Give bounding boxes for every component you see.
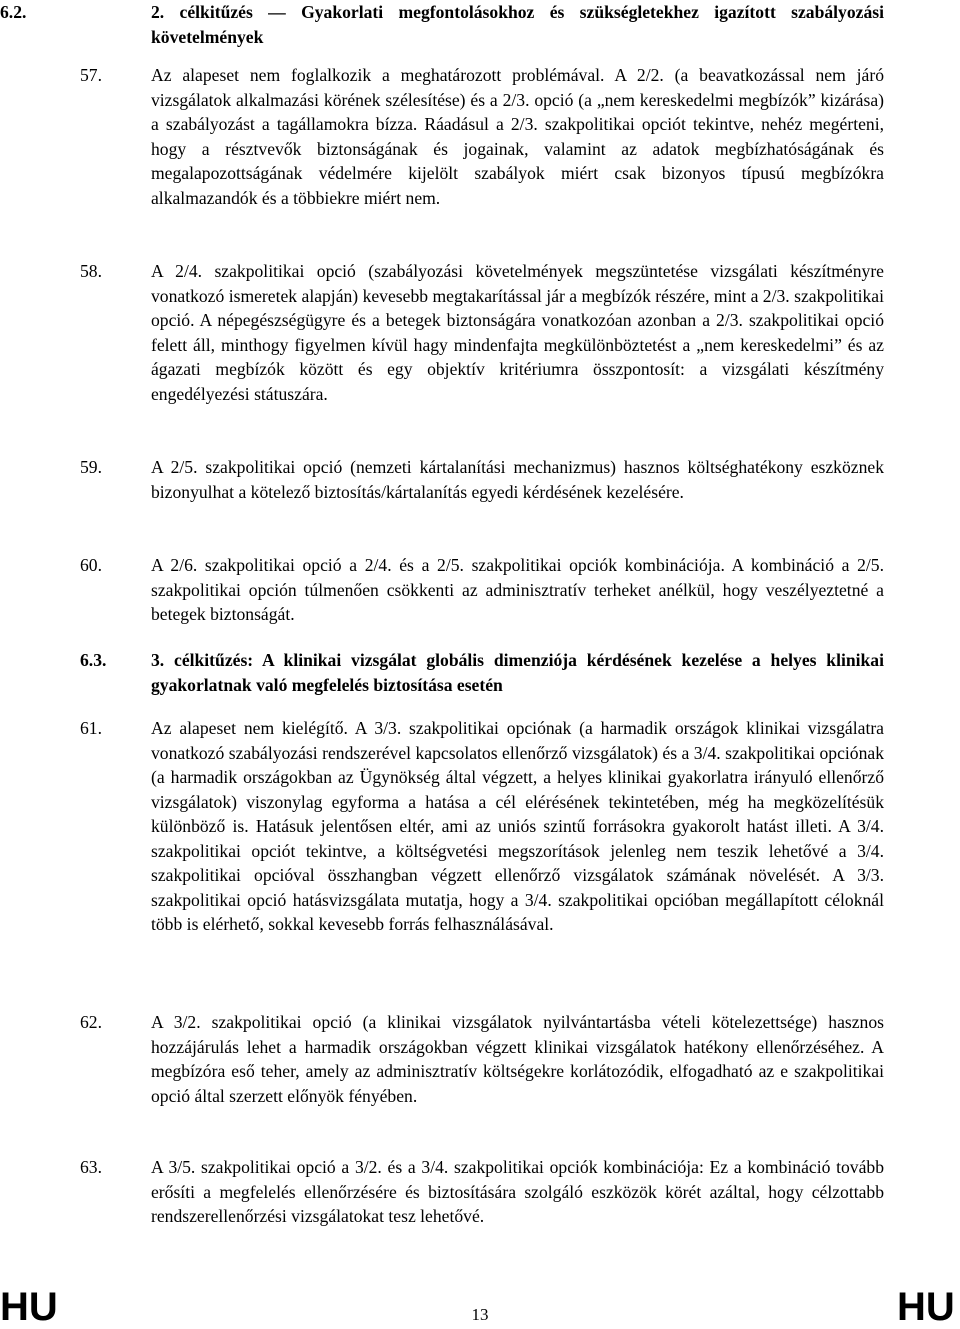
paragraph-number: 57. (80, 65, 102, 85)
paragraph-number: 63. (80, 1157, 102, 1177)
paragraph-number: 59. (80, 457, 102, 477)
paragraph-text: A 2/5. szakpolitikai opció (nemzeti kártalanítási mechanizmus) hasznos költséghatékony eszköznek bizonyulhat a kötelező biztosítás/kártalanítás egyedi kérdésének kezelésére. (151, 457, 884, 502)
paragraph-text: A 3/2. szakpolitikai opció (a klinikai vizsgálatok nyilvántartásba vételi kötelezettsége) hasznos hozzájárulás lehet a harmadik országokban végzett klinikai vizsgálatok hatékony ellenőrzéséhez. A megbízóra eső teher, amely az adminisztratív költségekre korlátozódik, elfogadható az e szakpolitikai opció által szerzett előnyök fényében. (151, 1012, 884, 1106)
footer-language-code-right: HU (897, 1285, 955, 1329)
paragraph-number: 61. (80, 718, 102, 738)
section-title: 3. célkitűzés: A klinikai vizsgálat globális dimenziója kérdésének kezelése a helyes klinikai gyakorlatnak való megfelelés biztosítása esetén (151, 650, 884, 695)
paragraph-text: Az alapeset nem kielégítő. A 3/3. szakpolitikai opciónak (a harmadik országok klinikai vizsgálatra vonatkozó szabályozási rendszerével kapcsolatos ellenőrző vizsgálatok) és a 3/4. szakpolitikai opciónak (a harmadik országokban az Ügynökség által végzett, a helyes klinikai gyakorlatra irányuló ellenőrző vizsgálatok) viszonylag egyforma a hatása a cél elérésének tekintetében, még ha megközelítésük különböző is. Hatásuk jelentősen eltér, ami az uniós szintű forrásokra gyakorolt hatást illeti. A 3/4. szakpolitikai opciót tekintve, a költségvetési megszorítások jelenleg nem teszik lehetővé a 3/4. szakpolitikai opcióval összhangban végzett ellenőrző vizsgálatok számának növelését. A 3/3. szakpolitikai opció hatásvizsgálata mutatja, hogy a 3/4. szakpolitikai opcióban megállapított céloknál több is elérhető, sokkal kevesebb forrás felhasználásával. (151, 718, 884, 934)
paragraph-text: A 2/4. szakpolitikai opció (szabályozási követelmények megszüntetése vizsgálati készítményre vonatkozó ismeretek alapján) kevesebb megtakarítással jár a megbízók részére, mint a 2/3. szakpolitikai opció. A népegészségügyre és a betegek biztonságára vonatkozóan azonban a 2/3. szakpolitikai opció felett áll, minthogy figyelmen kívül hagy mindenfajta megkülönböztetést a „nem kereskedelmi” és az ágazati megbízók között és egy objektív kritériumra összpontosít: a vizsgálati készítmény engedélyezési státuszára. (151, 261, 884, 404)
footer-language-code-left: HU (0, 1285, 58, 1329)
section-title: 2. célkitűzés — Gyakorlati megfontolásokhoz és szükségletekhez igazított szabályozási követelmények (151, 2, 884, 47)
paragraph-text: A 3/5. szakpolitikai opció a 3/2. és a 3/4. szakpolitikai opciók kombinációja: Ez a kombináció tovább erősíti a megfelelés ellenőrzésére és biztosítására szolgáló eszközök körét azáltal, hogy célzottabb rendszerellenőrzési vizsgálatokat tesz lehetővé. (151, 1157, 884, 1226)
paragraph-text: A 2/6. szakpolitikai opció a 2/4. és a 2/5. szakpolitikai opciók kombinációja. A kombináció a 2/5. szakpolitikai opción túlmenően csökkenti az adminisztratív terheket anélkül, hogy veszélyeztetné a betegek biztonságát. (151, 555, 884, 624)
section-number: 6.2. (0, 2, 27, 22)
section-number: 6.3. (80, 650, 107, 670)
page-number: 13 (471, 1305, 489, 1324)
paragraph-number: 58. (80, 261, 102, 281)
paragraph-number: 60. (80, 555, 102, 575)
paragraph-text: Az alapeset nem foglalkozik a meghatározott problémával. A 2/2. (a beavatkozással nem járó vizsgálatok alkalmazási körének szélesítése) és a 2/3. opció (a „nem kereskedelmi megbízók” kizárása) a szabályozást a tagállamokra bízza. Ráadásul a 2/3. szakpolitikai opciót tekintve, nehéz megérteni, hogy a résztvevők biztonságának és jogainak, valamint az adatok megbízhatóságának és megalapozottságának védelmére kijelölt szabályok miért csak bizonyos típusú megbízókra alkalmazandók és a többiekre miért nem. (151, 65, 884, 208)
paragraph-number: 62. (80, 1012, 102, 1032)
